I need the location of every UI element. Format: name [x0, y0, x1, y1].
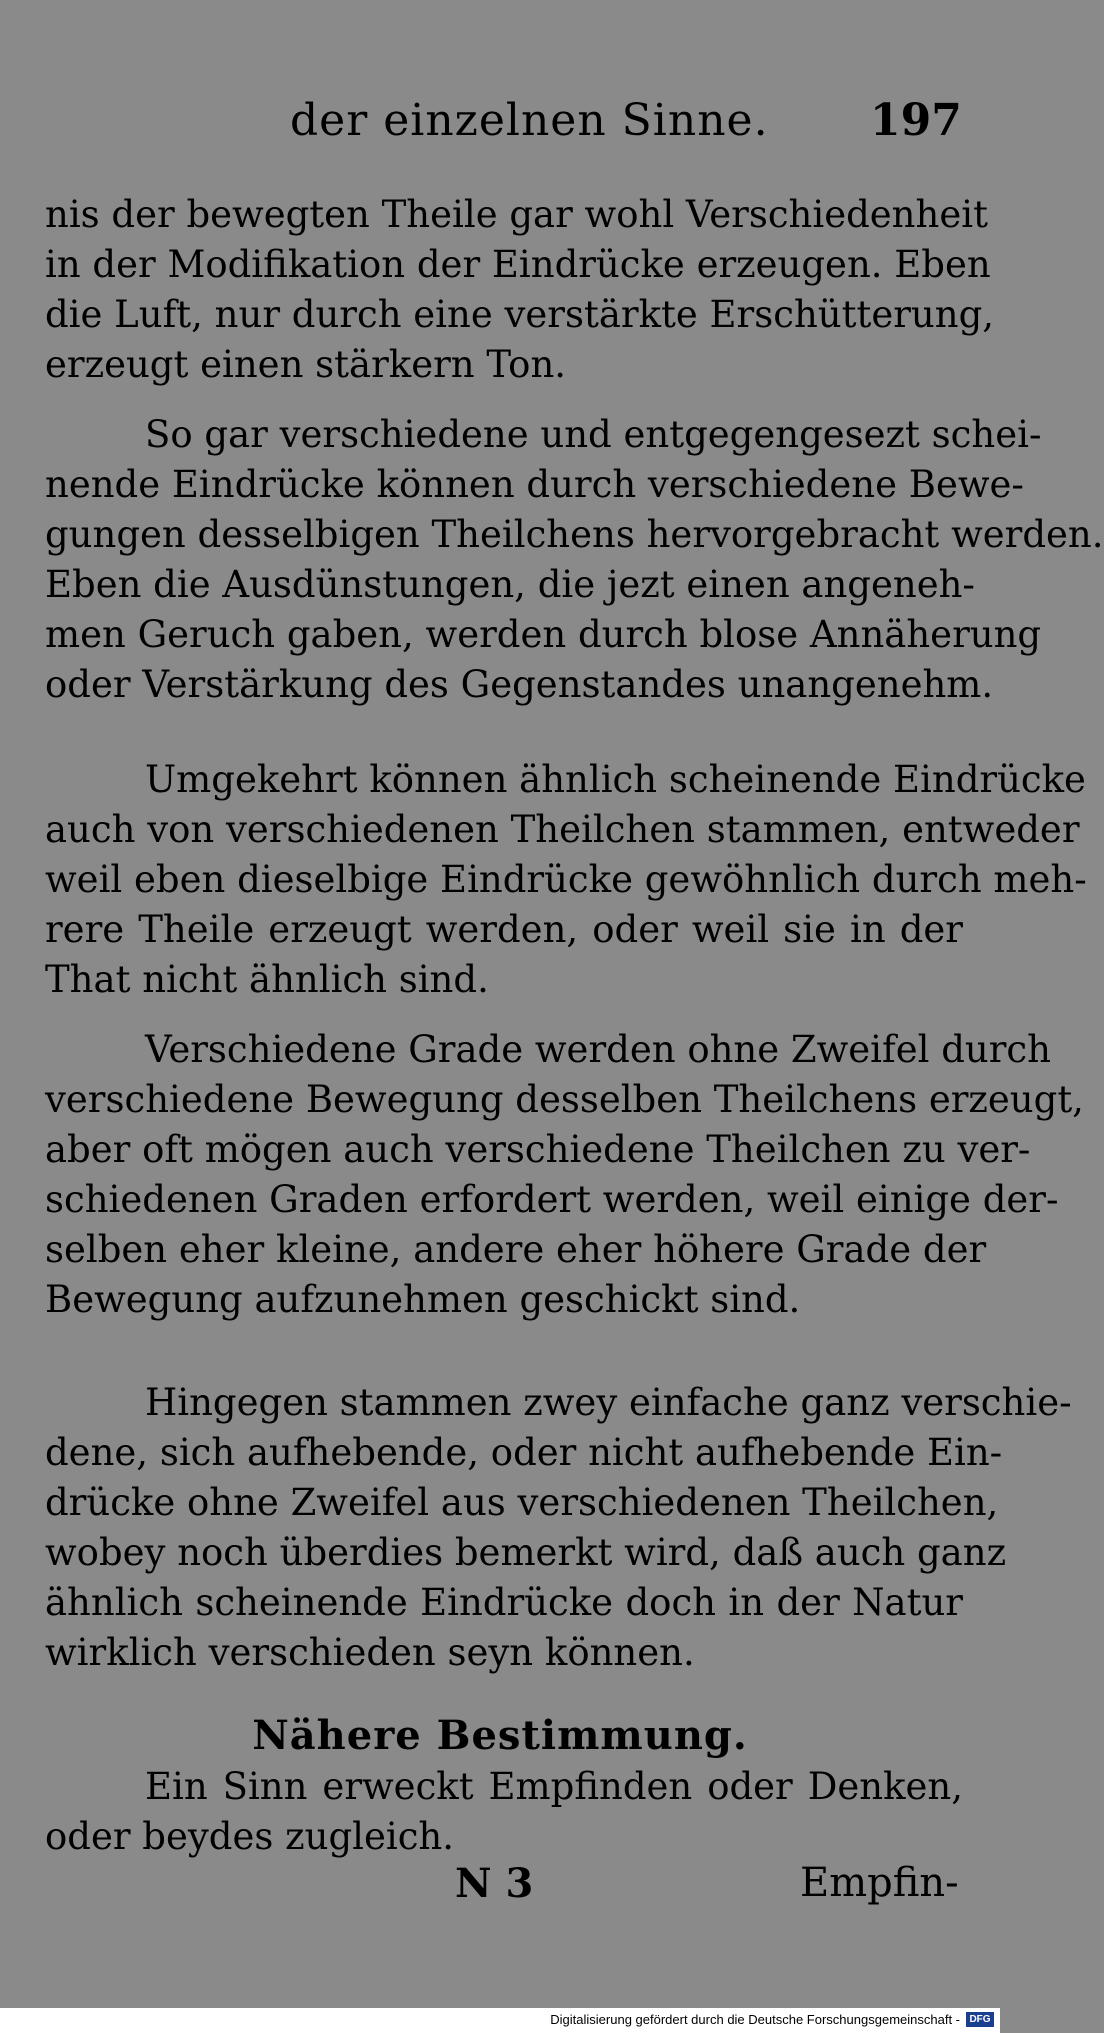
text-line: dene, sich aufhebende, oder nicht aufhebende Ein- [45, 1431, 1003, 1474]
text-line: wobey noch überdies bemerkt wird, daß auch ganz [45, 1531, 1007, 1574]
running-title: der einzelnen Sinne. [290, 95, 769, 146]
text-line: Verschiedene Grade werden ohne Zweifel durch [145, 1028, 1051, 1071]
text-line: die Luft, nur durch eine verstärkte Erschütterung, [45, 293, 995, 336]
digitization-footer [0, 2008, 1000, 2033]
text-line: erzeugt einen stärkern Ton. [45, 343, 567, 386]
text-line: Hingegen stammen zwey einfache ganz verschie- [145, 1381, 1072, 1424]
dfg-logo-icon: DFG [966, 2012, 994, 2027]
text-line: schiedenen Graden erfordert werden, weil einige der- [45, 1178, 1059, 1221]
text-line: verschiedene Bewegung desselben Theilchens erzeugt, [45, 1078, 1084, 1121]
text-line: Ein Sinn erweckt Empfinden oder Denken, [145, 1765, 963, 1808]
text-line: weil eben dieselbige Eindrücke gewöhnlich durch meh- [45, 858, 1087, 901]
text-line: oder beydes zugleich. [45, 1815, 455, 1858]
text-line: men Geruch gaben, werden durch blose Annäherung [45, 613, 1042, 656]
signature-mark: N 3 [455, 1860, 534, 1907]
digitization-credit: Digitalisierung gefördert durch die Deutsche Forschungsgemeinschaft - [550, 2012, 960, 2027]
text-line: rere Theile erzeugt werden, oder weil sie in der [45, 908, 963, 951]
text-line: gungen desselbigen Theilchens hervorgebracht werden. [45, 513, 1104, 556]
page-header [0, 95, 1000, 155]
text-line: oder Verstärkung des Gegenstandes unangenehm. [45, 663, 994, 706]
text-line: Bewegung aufzunehmen geschickt sind. [45, 1278, 801, 1321]
text-line: drücke ohne Zweifel aus verschiedenen Theilchen, [45, 1481, 999, 1524]
text-line: ähnlich scheinende Eindrücke doch in der Natur [45, 1581, 963, 1624]
text-line: nis der bewegten Theile gar wohl Verschiedenheit [45, 193, 988, 236]
catchword: Empfin- [800, 1860, 959, 1906]
text-line: nende Eindrücke können durch verschiedene Bewe- [45, 463, 1024, 506]
text-line: selben eher kleine, andere eher höhere Grade der [45, 1228, 987, 1271]
text-line: in der Modifikation der Eindrücke erzeugen. Eben [45, 243, 991, 286]
text-line: That nicht ähnlich sind. [45, 958, 489, 1001]
text-line: auch von verschiedenen Theilchen stammen, entweder [45, 808, 1080, 851]
text-line: Umgekehrt können ähnlich scheinende Eindrücke [145, 758, 1086, 801]
section-heading: Nähere Bestimmung. [252, 1712, 748, 1759]
page-number: 197 [870, 95, 962, 146]
text-line: aber oft mögen auch verschiedene Theilchen zu ver- [45, 1128, 1031, 1171]
text-line: wirklich verschieden seyn können. [45, 1631, 695, 1674]
text-line: Eben die Ausdünstungen, die jezt einen angeneh- [45, 563, 975, 606]
text-line: So gar verschiedene und entgegengesezt schei- [145, 413, 1042, 456]
